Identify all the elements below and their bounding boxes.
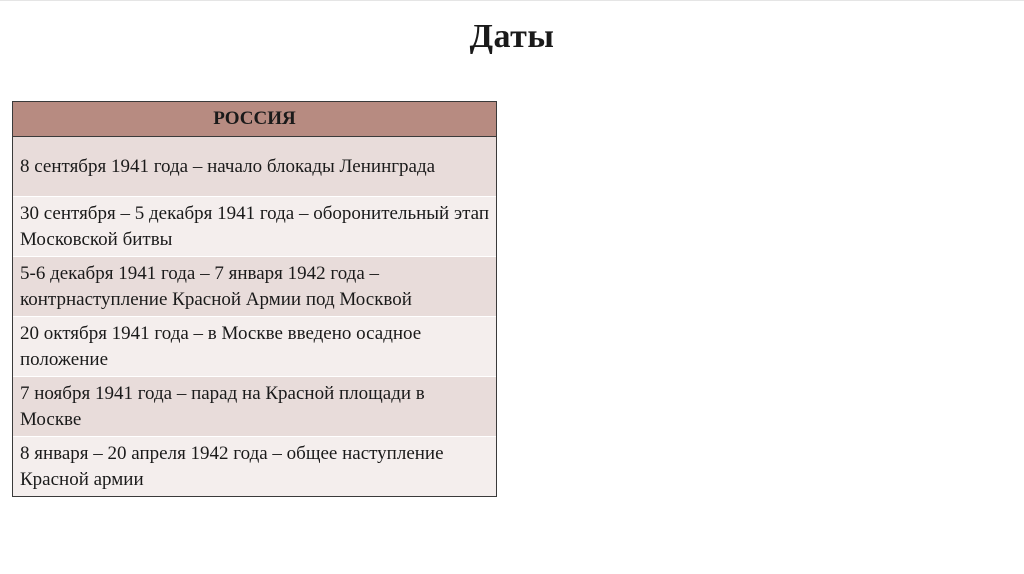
table-row [13, 437, 497, 497]
table-cell-date-3: 5-6 декабря 1941 года – 7 января 1942 года – контрнаступление Красной Армии под Москвой [13, 257, 497, 317]
page-title: Даты [469, 18, 555, 55]
table-row [13, 317, 497, 377]
table-cell-date-4: 20 октября 1941 года – в Москве введено осадное положение [13, 317, 497, 377]
table-row [13, 197, 497, 257]
table-cell-date-5: 7 ноября 1941 года – парад на Красной площади в Москве [13, 377, 497, 437]
table-header-row [13, 102, 497, 137]
table-cell-date-1: 8 сентября 1941 года – начало блокады Ленинграда [13, 137, 497, 197]
table-row [13, 137, 497, 197]
table-cell-date-6: 8 января – 20 апреля 1942 года – общее наступление Красной армии [13, 437, 497, 497]
table-header-russia: РОССИЯ [13, 102, 497, 137]
dates-table [12, 101, 497, 497]
table-row [13, 257, 497, 317]
table-cell-date-2: 30 сентября – 5 декабря 1941 года – оборонительный этап Московской битвы [13, 197, 497, 257]
slide-top-rule [0, 0, 1024, 1]
table-row [13, 377, 497, 437]
